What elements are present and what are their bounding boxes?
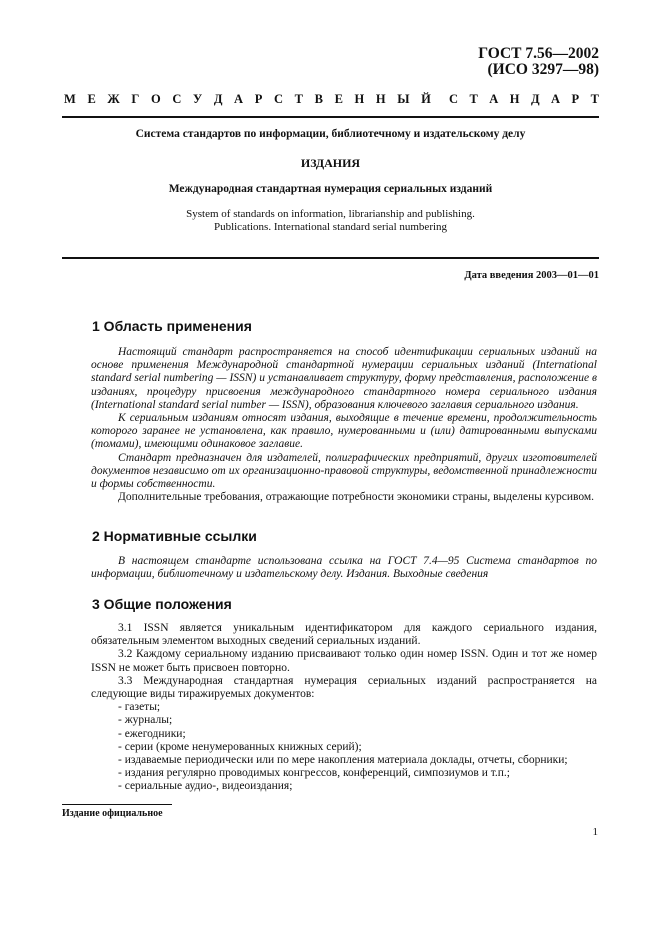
standard-number: ГОСТ 7.56—2002 [478,45,599,62]
banner-letter: Н [509,91,520,106]
banner-letter: Е [334,91,343,106]
english-title-line2: Publications. International standard serial numbering [213,221,448,233]
section-2-heading: 2 Нормативные ссылки [92,528,257,544]
page-number: 1 [592,826,598,838]
interstate-standard-banner [64,91,599,107]
section-2-paragraph: В настоящем стандарте использована ссылка на ГОСТ 7.4—95 Система стандартов по информации, библиотечному и издательскому делу. Издания. Выходные сведения [91,555,597,581]
section-1-body [91,346,597,504]
english-title-line1: System of standards on information, librarianship and publishing. [186,208,475,220]
section-3-paragraph: 3.1 ISSN является уникальным идентификатором для каждого сериального издания, обязательным элементом выходных сведений сериальных изданий. [91,622,597,648]
banner-letter: А [489,91,499,106]
section-3-paragraph: 3.2 Каждому сериальному изданию присваивают только один номер ISSN. Один и тот же номер ISSN не может быть присвоен повторно. [91,648,597,674]
footer-rule [62,804,172,805]
document-title: ИЗДАНИЯ [300,156,361,170]
banner-letter: О [150,91,161,106]
banner-letter: Р [254,91,263,106]
interstate-word [64,92,431,107]
banner-letter: С [172,91,182,106]
banner-letter: Е [87,91,96,106]
banner-letter: Ж [107,91,120,106]
official-edition-note: Издание официальное [62,808,163,819]
section-1-paragraph: Дополнительные требования, отражающие потребности экономики страны, выделены курсивом. [118,491,595,504]
list-item: - издаваемые периодически или по мере накопления материала доклады, отчеты, сборники; [118,754,568,767]
list-item: - журналы; [118,714,173,727]
banner-letter: Ы [397,91,410,106]
banner-letter: А [551,91,561,106]
list-item: - серии (кроме ненумерованных книжных серий); [118,740,362,753]
list-item: - газеты; [118,701,161,714]
section-1-paragraph: Стандарт предназначен для издателей, полиграфических предприятий, других изготовителей документов независимо от их организационно-правовой структуры, ведомственной принадлежности и формы собственности. [91,451,597,491]
document-subtitle: Международная стандартная нумерация сериальных изданий [168,183,493,195]
list-item: - издания регулярно проводимых конгрессов, конференций, симпозиумов и т.п.; [118,767,510,780]
banner-letter: Р [571,91,580,106]
banner-letter: С [449,91,459,106]
section-3-heading: 3 Общие положения [92,596,232,612]
standard-designation [478,46,599,78]
banner-letter: А [234,91,244,106]
section-1-paragraph: Настоящий стандарт распространяется на способ идентификации сериальных изданий на основе применения Международной стандартной нумерации сериальных изданий (International standard serial numbering — ISSN) и устанавливает структуру, форму представления, расположение в изданиях, процедуру присвоения международного стандартного номера сериального издания (International standard serial number — ISSN), образования ключевого заглавия сериального издания. [91,346,597,411]
banner-letter: В [314,91,323,106]
banner-letter: Д [530,91,540,106]
iso-number: (ИСО 3297—98) [487,61,599,78]
section-1-paragraph: К сериальным изданиям относят издания, выходящие в течение времени, продолжительность которого заранее не установлена, как правило, нумерованными и (или) датированными выпусками (томами), имеющими одинаковое заглавие. [91,412,597,451]
series-title: Система стандартов по информации, библиотечному и издательскому делу [135,128,526,140]
english-title [62,208,599,234]
banner-letter: Н [375,91,386,106]
section-3-paragraph: 3.3 Международная стандартная нумерация сериальных изданий распространяется на следующие виды тиражируемых документов: [91,674,597,701]
section-3-body [91,622,597,794]
banner-letter: С [273,91,283,106]
list-item: - сериальные аудио-, видеоиздания; [118,780,293,793]
banner-letter: Т [294,91,303,106]
banner-letter: Д [213,91,223,106]
section-1-heading: 1 Область применения [92,318,252,334]
title-rule [62,257,599,259]
section-2-body [91,555,597,581]
standard-word [449,92,599,107]
banner-letter: Т [590,91,599,106]
banner-letter: Н [354,91,365,106]
banner-letter: Г [131,91,140,106]
banner-letter: Й [421,91,431,106]
banner-letter: М [64,91,76,106]
introduction-date: Дата введения 2003—01—01 [464,270,599,281]
document-types-list [91,701,597,793]
header-rule [62,116,599,118]
banner-letter: У [193,91,203,106]
banner-letter: Т [469,91,478,106]
list-item: - ежегодники; [118,727,186,740]
